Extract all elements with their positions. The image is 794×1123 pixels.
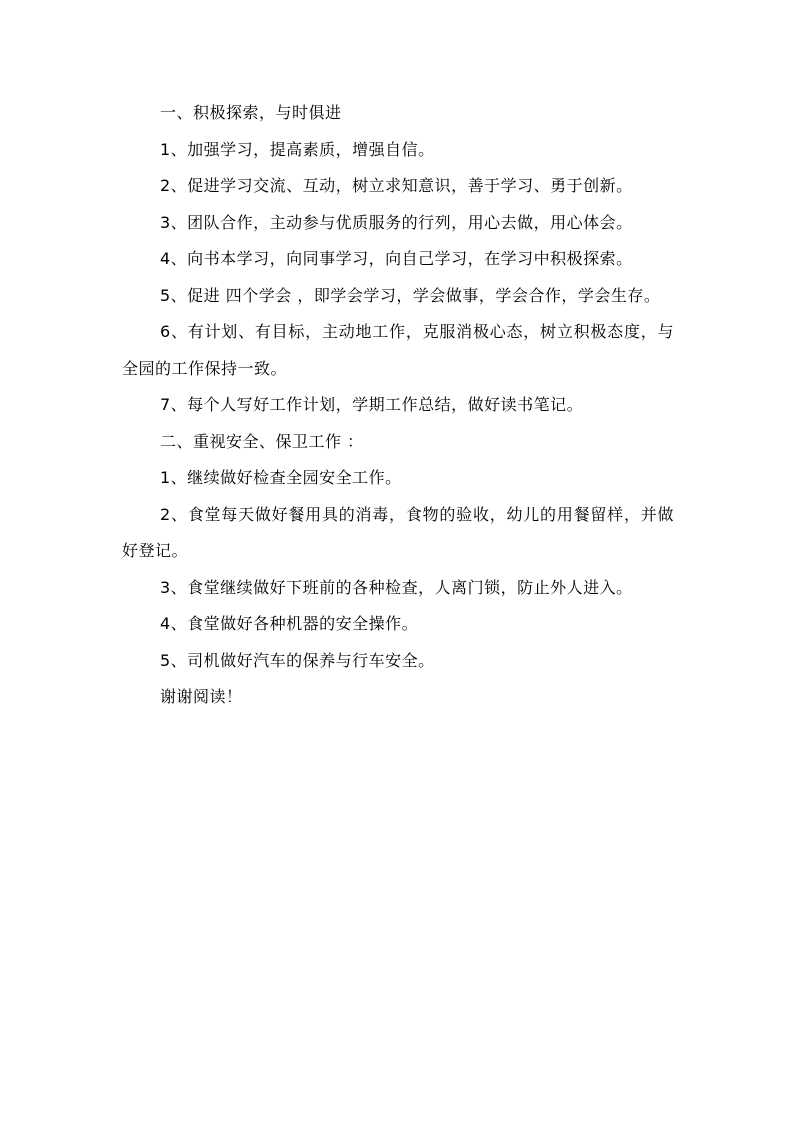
list-item: 2、促进学习交流、互动，树立求知意识，善于学习、勇于创新。 xyxy=(160,176,633,195)
list-item: 1、加强学习，提高素质，增强自信。 xyxy=(160,139,435,159)
list-item: 3、团队合作，主动参与优质服务的行列，用心去做，用心体会。 xyxy=(160,212,633,232)
list-item: 3、食堂继续做好下班前的各种检查，人离门锁，防止外人进入。 xyxy=(160,577,633,597)
section-heading-2: 二、重视安全、保卫工作 ： xyxy=(160,431,364,451)
closing-text: 谢谢阅读！ xyxy=(160,687,243,706)
list-item: 7、每个人写好工作计划，学期工作总结，做好读书笔记。 xyxy=(160,395,584,414)
section-heading-1: 一、积极探索，与时俱进 xyxy=(160,103,342,122)
list-item: 2、食堂每天做好餐用具的消毒，食物的验收，幼儿的用餐留样，并做好登记。 xyxy=(122,504,674,560)
document-body xyxy=(122,95,674,716)
list-item: 4、食堂做好各种机器的安全操作。 xyxy=(160,614,419,633)
list-item: 4、向书本学习，向同事学习，向自己学习，在学习中积极探索。 xyxy=(160,249,633,268)
list-item: 1、继续做好检查全园安全工作。 xyxy=(160,468,402,487)
list-item: 6、有计划、有目标，主动地工作，克服消极心态，树立积极态度，与全园的工作保持一致。 xyxy=(122,322,674,378)
list-item: 5、促进 四个学会 ，即学会学习，学会做事，学会合作，学会生存。 xyxy=(160,285,661,305)
list-item: 5、司机做好汽车的保养与行车安全。 xyxy=(160,650,435,670)
